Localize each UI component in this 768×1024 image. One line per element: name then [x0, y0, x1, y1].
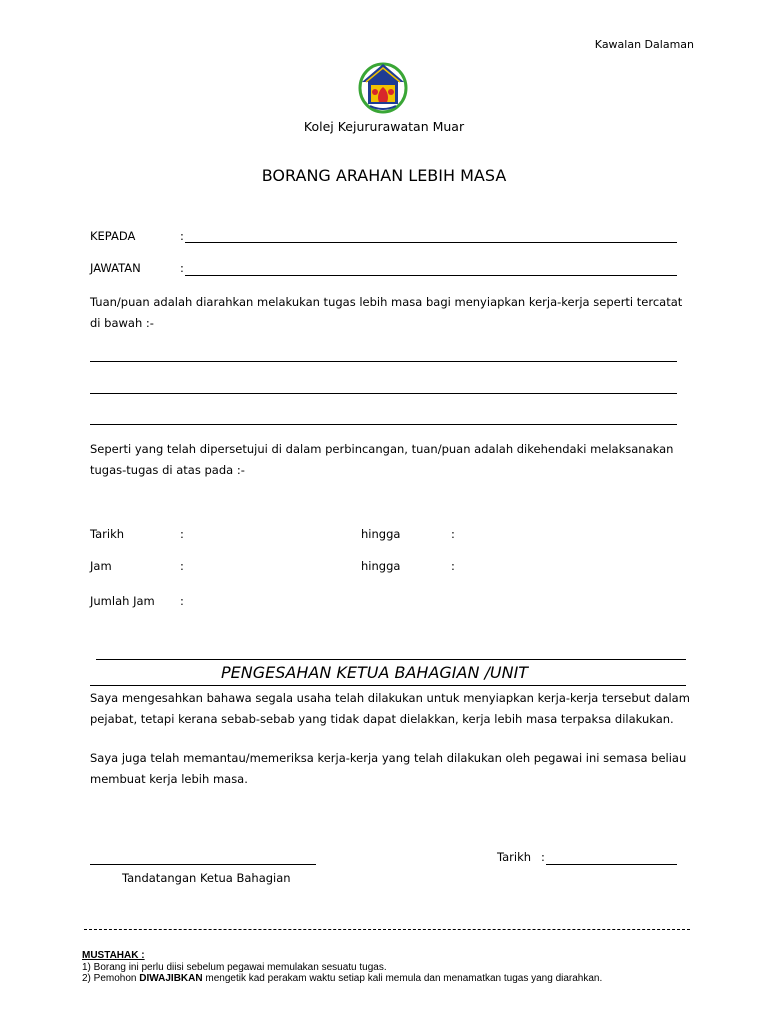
jumlah-jam-colon: : — [180, 594, 184, 608]
note-1: 1) Borang ini perlu diisi sebelum pegawai memulakan sesuatu tugas. — [82, 962, 387, 973]
jam-colon: : — [180, 559, 184, 573]
section-bottom-rule — [90, 685, 686, 686]
dashed-divider — [84, 929, 690, 930]
note-2-emphasis: DIWAJIBKAN — [139, 973, 203, 984]
notes-heading: MUSTAHAK : — [82, 950, 145, 961]
tarikh-hingga-label: hingga — [361, 527, 401, 541]
signature-field[interactable] — [90, 864, 316, 865]
college-crest-icon — [358, 58, 408, 114]
jawatan-label: JAWATAN — [90, 261, 141, 275]
verification-date-colon: : — [541, 850, 545, 864]
signature-label: Tandatangan Ketua Bahagian — [122, 871, 291, 885]
verification-date-label: Tarikh — [497, 850, 532, 864]
form-title: BORANG ARAHAN LEBIH MASA — [261, 166, 507, 185]
kepada-label: KEPADA — [90, 229, 136, 243]
tarikh-label: Tarikh — [90, 527, 125, 541]
jawatan-colon: : — [180, 261, 184, 275]
intro-paragraph: Tuan/puan adalah diarahkan melakukan tugas lebih masa bagi menyiapkan kerja-kerja seperti tercatat di bawah :- — [90, 295, 683, 330]
tarikh-colon: : — [180, 527, 184, 541]
jam-hingga-colon: : — [451, 559, 455, 573]
kepada-colon: : — [180, 229, 184, 243]
verification-paragraph-1: Saya mengesahkan bahawa segala usaha telah dilakukan untuk menyiapkan kerja-kerja tersebut dalam pejabat, tetapi kerana sebab-sebab yang tidak dapat dielakkan, kerja lebih masa terpaksa dilakukan. — [90, 691, 690, 726]
jumlah-jam-label: Jumlah Jam — [90, 594, 155, 608]
agreement-paragraph: Seperti yang telah dipersetujui di dalam perbincangan, tuan/puan adalah dikehendaki melaksanakan tugas-tugas di atas pada :- — [90, 442, 674, 477]
task-line-3[interactable] — [90, 424, 677, 425]
section-top-rule — [96, 659, 686, 660]
tarikh-hingga-colon: : — [451, 527, 455, 541]
jawatan-field[interactable] — [185, 275, 677, 276]
internal-control-label: Kawalan Dalaman — [594, 38, 694, 51]
note-2 — [82, 973, 602, 985]
note-2-prefix: 2) Pemohon — [82, 973, 140, 984]
task-line-2[interactable] — [90, 393, 677, 394]
note-2-suffix: mengetik kad perakam waktu setiap kali memula dan menamatkan tugas yang diarahkan. — [202, 973, 603, 984]
kepada-field[interactable] — [185, 242, 677, 243]
verification-section-title: PENGESAHAN KETUA BAHAGIAN /UNIT — [221, 663, 529, 682]
verification-date-field[interactable] — [546, 864, 677, 865]
verification-paragraph-2: Saya juga telah memantau/memeriksa kerja-kerja yang telah dilakukan oleh pegawai ini semasa beliau membuat kerja lebih masa. — [90, 751, 687, 786]
task-line-1[interactable] — [90, 361, 677, 362]
college-name: Kolej Kejururawatan Muar — [303, 119, 465, 134]
jam-label: Jam — [90, 559, 112, 573]
jam-hingga-label: hingga — [361, 559, 401, 573]
